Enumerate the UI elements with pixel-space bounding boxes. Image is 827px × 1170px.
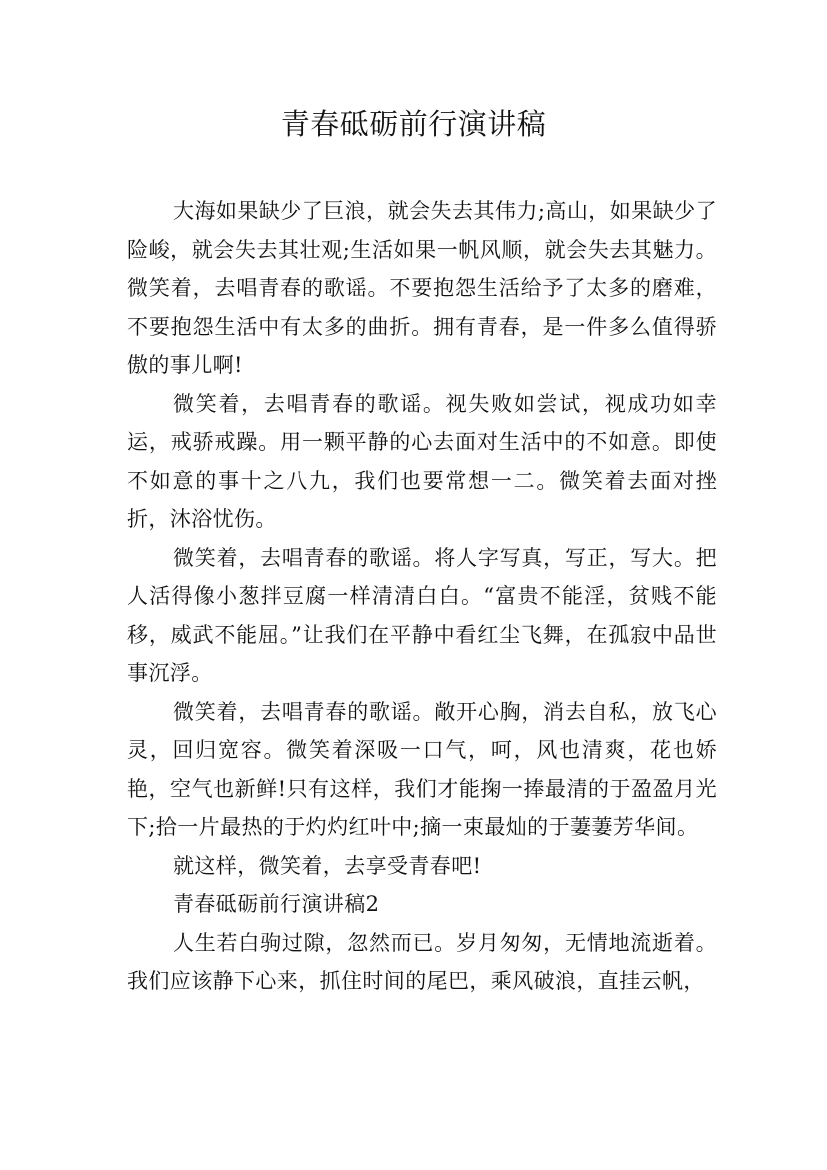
paragraph-1: 大海如果缺少了巨浪，就会失去其伟力;高山，如果缺少了险峻，就会失去其壮观;生活如果一帆风顺，就会失去其魅力。微笑着，去唱青春的歌谣。不要抱怨生活给予了太多的磨难，不要抱怨生活中有太多的曲折。拥有青春，是一件多么值得骄傲的事儿啊! (127, 199, 717, 377)
paragraph-5: 就这样，微笑着，去享受青春吧! (173, 853, 482, 878)
paragraph-2: 微笑着，去唱青春的歌谣。视失败如尝试，视成功如幸运，戒骄戒躁。用一颗平静的心去面对生活中的不如意。即使不如意的事十之八九，我们也要常想一二。微笑着去面对挫折，沐浴忧伤。 (127, 391, 717, 531)
document-title: 青春砥砺前行演讲稿 (280, 107, 547, 141)
paragraph-6: 人生若白驹过隙，忽然而已。岁月匆匆，无情地流逝着。我们应该静下心来，抓住时间的尾巴，乘风破浪，直挂云帆， (127, 930, 717, 993)
paragraph-4: 微笑着，去唱青春的歌谣。敞开心胸，消去自私，放飞心灵，回归宽容。微笑着深吸一口气，呵，风也清爽，花也娇艳，空气也新鲜!只有这样，我们才能掬一捧最清的于盈盈月光下;拾一片最热的于灼灼红叶中;摘一束最灿的于萋萋芳华间。 (127, 699, 717, 839)
document-body (127, 192, 717, 1001)
section-heading-2: 青春砥砺前行演讲稿2 (173, 892, 380, 916)
paragraph-3: 微笑着，去唱青春的歌谣。将人字写真，写正，写大。把人活得像小葱拌豆腐一样清清白白。“富贵不能淫，贫贱不能移，威武不能屈。”让我们在平静中看红尘飞舞，在孤寂中品世事沉浮。 (127, 545, 717, 685)
